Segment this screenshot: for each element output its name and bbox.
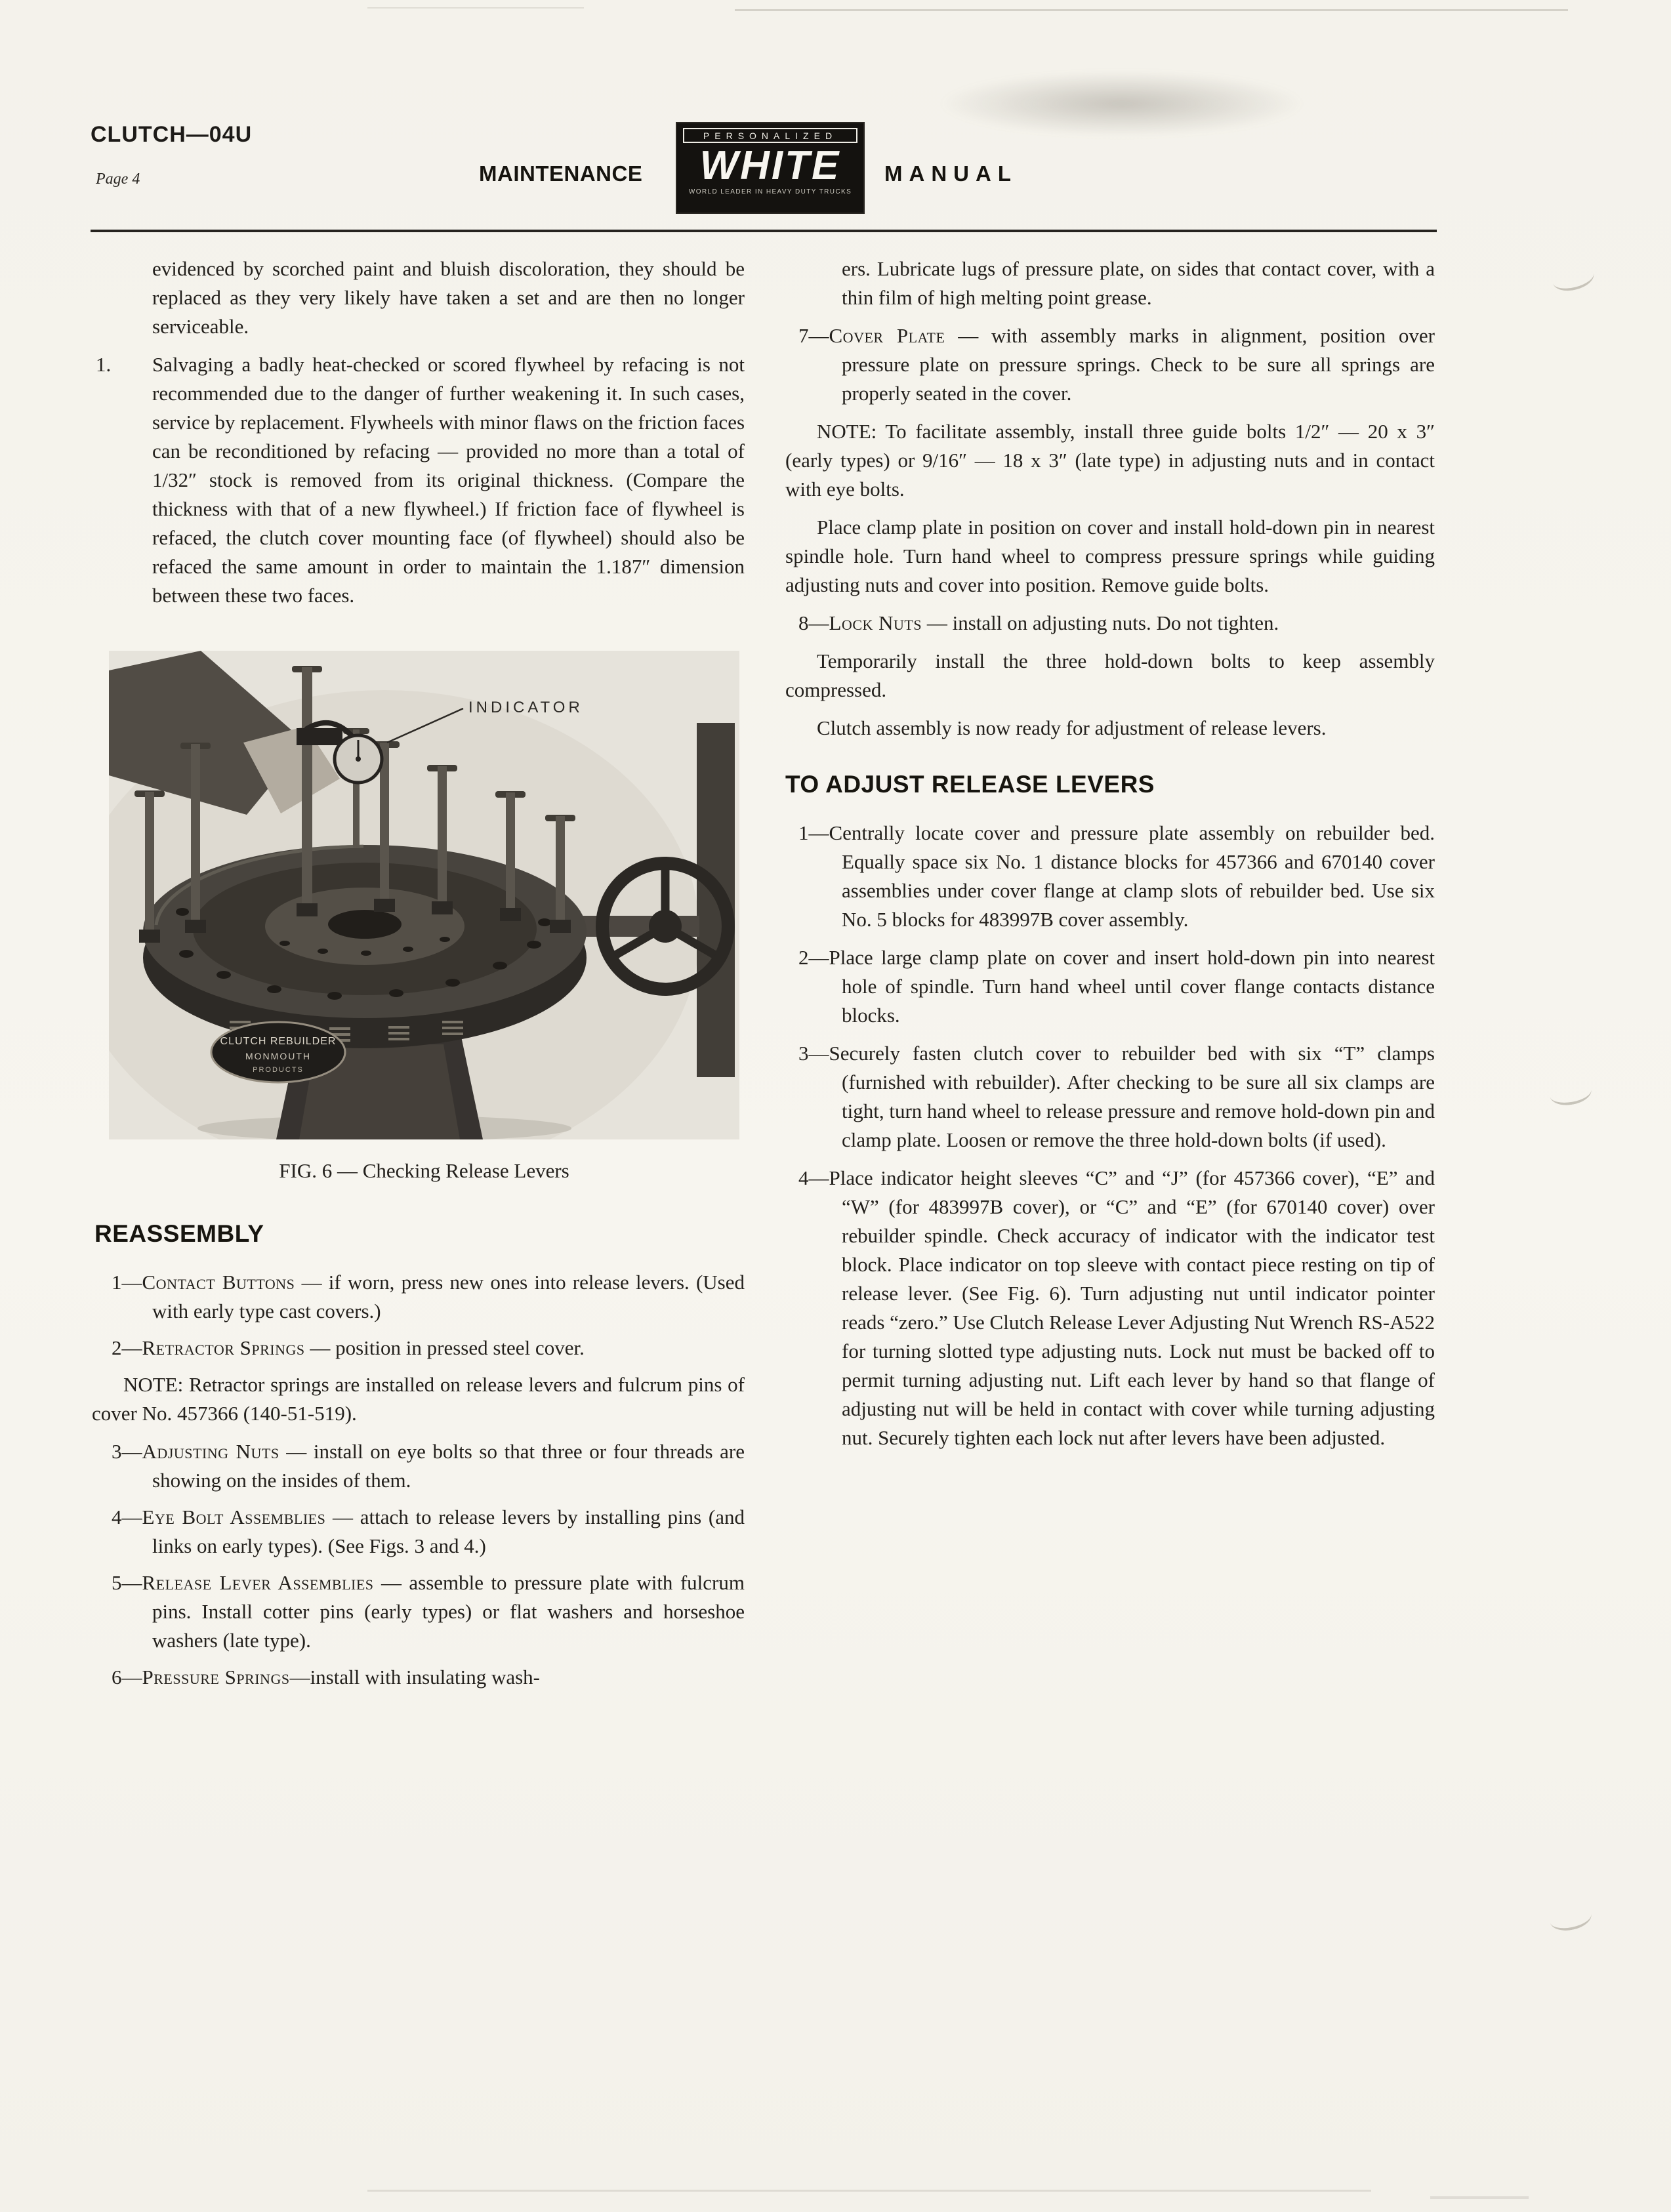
figure-6-photo (109, 651, 739, 1139)
header-rule (91, 230, 1437, 232)
item-text: —install with insulating wash- (289, 1666, 541, 1689)
scan-line (367, 7, 584, 9)
item-text: — install on eye bolts so that three or four threads are showing on the insides of them. (152, 1440, 745, 1492)
paragraph-temporarily-install: Temporarily install the three hold-down bolts to keep assembly compressed. (785, 649, 1435, 701)
clutch-cover-assembly (143, 845, 587, 1048)
item-term: Eye Bolt Assemblies (142, 1505, 326, 1528)
paragraph-assembly-ready: Clutch assembly is now ready for adjustment of release levers. (817, 716, 1327, 739)
item-number: 5— (112, 1571, 142, 1594)
badge-line-2: MONMOUTH (245, 1051, 311, 1061)
item-number: 2— (798, 946, 829, 969)
item-number: 2— (112, 1336, 142, 1359)
indicator-label: INDICATOR (468, 699, 583, 716)
item-term: Release Lever Assemblies (142, 1571, 374, 1594)
continued-paragraph: evidenced by scorched paint and bluish discoloration, they should be replaced as they very likely have taken a set and are then no longer serviceable. (152, 257, 745, 338)
item-text: — position in pressed steel cover. (304, 1336, 585, 1359)
header-title-maintenance: MAINTENANCE (479, 161, 643, 186)
item-term: Adjusting Nuts (142, 1440, 279, 1463)
item-text: Place indicator height sleeves “C” and “J” (for 457366 cover), “E” and “W” (for 483997B cover), or “C” and “E” (for 670140 cover) over rebuilder spindle. Check accuracy of indicator with the indicator test block. Place indicator on top sleeve with contact piece resting on tip of release lever. (See Fig. 6). Turn adjusting nut until indicator pointer reads “zero.” Use Clutch Release Lever Adjusting Nut Wrench RS-A522 for turning slotted type adjusting nuts. Lock nut must be backed off to permit turning adjusting nut. Lift each lever by hand so that flange of adjusting nut will be held in contact with cover while turning adjusting nut. Securely tighten each lock nut after levers have been adjusted. (829, 1166, 1435, 1449)
item-number: 4— (112, 1505, 142, 1528)
item-text: — attach to release levers by installing pins (and links on early types). (See Figs. 3 and 4.) (152, 1505, 745, 1557)
adjust-step-2 (785, 943, 1435, 1030)
item-number: 4— (798, 1166, 829, 1189)
item-term: Contact Buttons (142, 1271, 295, 1294)
page-curl-mark (1550, 262, 1597, 295)
item-number: 3— (112, 1440, 142, 1463)
adjust-step-3 (785, 1039, 1435, 1155)
page-number: Page 4 (96, 171, 140, 188)
white-trucks-logo (677, 123, 863, 213)
badge-line-3: PRODUCTS (253, 1066, 304, 1074)
header-title-manual: MANUAL (884, 161, 1018, 186)
item-text: — install on adjusting nuts. Do not tighten. (922, 611, 1279, 634)
item-number: 1. (96, 353, 112, 376)
item-number: 8— (798, 611, 829, 634)
rebuilder-badge (211, 1022, 345, 1082)
item-number: 1— (112, 1271, 142, 1294)
scan-line (367, 2190, 1371, 2192)
list-item-retractor-springs (92, 1334, 745, 1362)
page-curl-mark (1548, 1902, 1594, 1935)
scan-line (735, 9, 1568, 11)
list-item-adjusting-nuts (92, 1437, 745, 1495)
item-number: 7— (798, 324, 829, 347)
section-code: CLUTCH—04U (91, 122, 253, 147)
continued-paragraph: ers. Lubricate lugs of pressure plate, on sides that contact cover, with a thin film of high melting point grease. (842, 257, 1435, 309)
item-term: Lock Nuts (829, 611, 922, 634)
item-text: Place large clamp plate on cover and insert hold-down pin into nearest hole of spindle. Turn hand wheel until cover flange contacts distance blocks. (829, 946, 1435, 1027)
adjust-step-1 (785, 819, 1435, 934)
list-item-pressure-springs (92, 1663, 745, 1692)
item-text: — with assembly marks in alignment, position over pressure plate on pressure springs. Check to be sure all springs are properly seated in the cover. (842, 324, 1435, 405)
item-number: 3— (798, 1042, 829, 1065)
scan-smudge (938, 71, 1306, 136)
badge-line-1: CLUTCH REBUILDER (220, 1036, 337, 1047)
adjust-step-4 (785, 1164, 1435, 1452)
scan-line (1430, 2196, 1529, 2199)
item-text: Centrally locate cover and pressure plate assembly on rebuilder bed. Equally space six No. 1 distance blocks for 457366 and 670140 cover assemblies under cover flange at clamp slots of rebuilder bed. Use six No. 5 blocks for 483997B cover assembly. (829, 821, 1435, 931)
item-number: 6— (112, 1666, 142, 1689)
item-text: — if worn, press new ones into release levers. (Used with early type cast covers.) (152, 1271, 745, 1322)
list-item-eye-bolt-assemblies (92, 1503, 745, 1561)
right-column (785, 255, 1435, 1462)
list-item-lock-nuts (785, 609, 1435, 638)
list-item-cover-plate (785, 321, 1435, 408)
left-column (92, 255, 745, 1700)
item-text: Securely fasten clutch cover to rebuilder bed with six “T” clamps (furnished with rebuilder). After checking to be sure all six clamps are tight, turn hand wheel to release pressure and remove hold-down pin and clamp plate. Loosen or remove the three hold-down bolts (if used). (829, 1042, 1435, 1151)
list-item-release-lever-assemblies (92, 1568, 745, 1655)
reassembly-heading: REASSEMBLY (94, 1220, 264, 1247)
item-text: Salvaging a badly heat-checked or scored flywheel by refacing is not recommended due to the danger of further weakening it. In such cases, service by replacement. Flywheels with minor flaws on the friction faces can be reconditioned by refacing — provided no more than a total of 1/32″ stock is removed from its original thickness. (Compare the thickness with that of a new flywheel.) If friction face of flywheel is refaced, the clutch cover mounting face (of flywheel) should also be refaced the same amount in order to maintain the 1.187″ dimension between these two faces. (152, 353, 745, 607)
page-curl-mark (1548, 1078, 1593, 1109)
note-paragraph: NOTE: To facilitate assembly, install three guide bolts 1/2″ — 20 x 3″ (early types) or 9/16″ — 18 x 3″ (late type) in adjusting nuts and in contact with eye bolts. (785, 420, 1435, 501)
figure-6 (109, 651, 739, 1185)
logo-tagline: WORLD LEADER IN HEAVY DUTY TRUCKS (688, 188, 852, 195)
adjust-release-levers-heading: TO ADJUST RELEASE LEVERS (785, 771, 1155, 798)
list-item-contact-buttons (92, 1268, 745, 1326)
figure-caption: FIG. 6 — Checking Release Levers (279, 1159, 569, 1182)
numbered-paragraph-flywheel (92, 350, 745, 610)
logo-personalized-banner: PERSONALIZED (683, 128, 857, 143)
item-number: 1— (798, 821, 829, 844)
note-paragraph: NOTE: Retractor springs are installed on release levers and fulcrum pins of cover No. 457366 (140-51-519). (92, 1373, 745, 1425)
paragraph-clamp-plate: Place clamp plate in position on cover and install hold-down pin in nearest spindle hole. Turn hand wheel to compress pressure springs while guiding adjusting nuts and cover into position. Remove guide bolts. (785, 516, 1435, 596)
item-term: Pressure Springs (142, 1666, 290, 1689)
item-term: Retractor Springs (142, 1336, 305, 1359)
item-term: Cover Plate (829, 324, 945, 347)
logo-brand-name: WHITE (699, 143, 841, 188)
item-text: — assemble to pressure plate with fulcrum pins. Install cotter pins (early types) or flat washers and horseshoe washers (late type). (152, 1571, 745, 1652)
